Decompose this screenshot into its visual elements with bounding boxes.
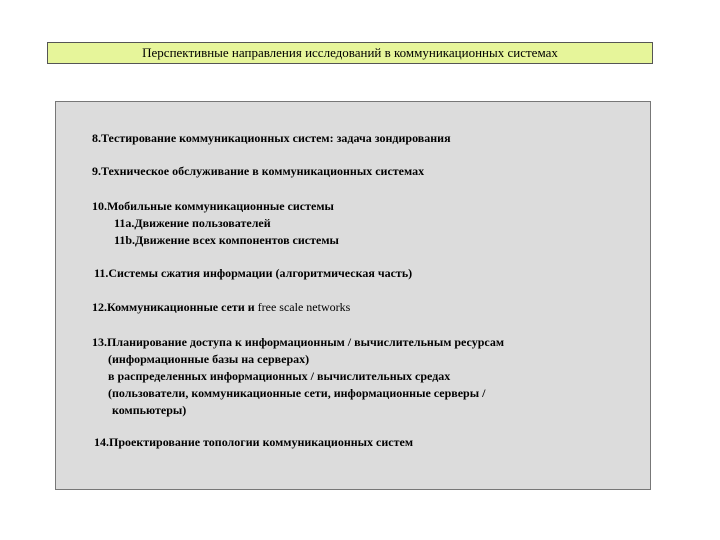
slide-title: Перспективные направления исследований в коммуникационных системах (47, 42, 653, 64)
list-item-10-text: 10.Мобильные коммуникационные системы (92, 199, 334, 213)
list-item-13-line-2: (информационные базы на серверах) (108, 352, 310, 366)
list-item-9 (92, 163, 424, 180)
list-item-8 (92, 130, 451, 147)
content-panel (55, 101, 651, 490)
list-item-12-text (92, 299, 350, 316)
list-item-12-prefix: 12.Коммуникационные сети и (92, 300, 258, 314)
list-item-8-text: 8.Тестирование коммуникационных систем: задача зондирования (92, 131, 451, 145)
list-item-12 (92, 299, 350, 316)
list-item-11 (94, 265, 412, 282)
list-item-12-suffix: free scale networks (257, 300, 351, 314)
list-item-13-line-5: компьютеры) (112, 403, 187, 417)
list-item-13 (92, 334, 504, 419)
list-item-9-text: 9.Техническое обслуживание в коммуникационных системах (92, 164, 425, 178)
list-item-10 (92, 198, 339, 249)
list-item-11-text: 11.Системы сжатия информации (алгоритмическая часть) (94, 266, 413, 280)
list-item-11a-text: 11a.Движение пользователей (114, 216, 271, 230)
list-item-13-line-1: 13.Планирование доступа к информационным / вычислительным ресурсам (92, 335, 505, 349)
list-item-14-text: 14.Проектирование топологии коммуникационных систем (94, 435, 413, 449)
list-item-11b-text: 11b.Движение всех компонентов системы (114, 233, 339, 247)
list-item-13-line-4: (пользователи, коммуникационные сети, информационные серверы / (108, 386, 486, 400)
list-item-13-line-3: в распределенных информационных / вычислительных средах (108, 369, 451, 383)
list-item-14 (94, 434, 413, 451)
